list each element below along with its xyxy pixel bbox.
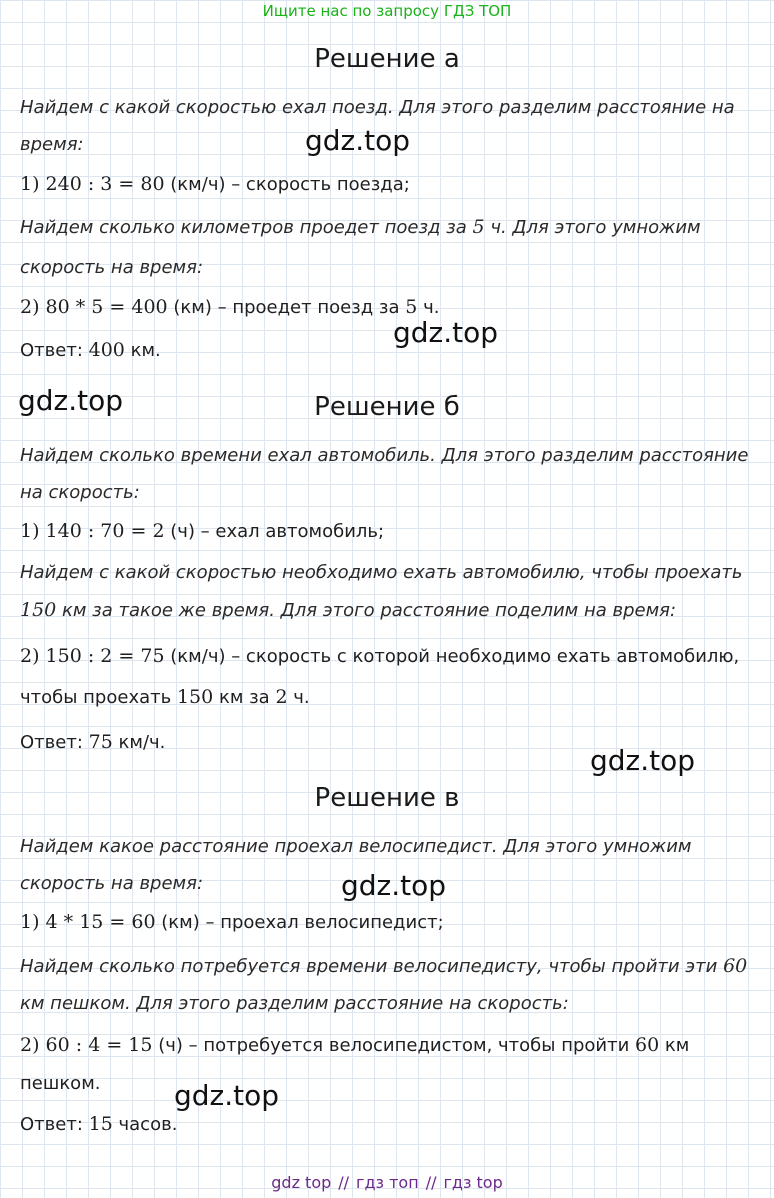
math-expression: 2) 60 : 4 = 15	[20, 1034, 153, 1056]
solution-c-line-1: Найдем какое расстояние проехал велосипедист. Для этого умножим	[20, 836, 692, 857]
search-hint-banner: Ищите нас по запросу ГДЗ ТОП	[262, 2, 512, 20]
text: ч. Для этого умножим	[484, 217, 701, 238]
solution-b-answer	[20, 731, 165, 753]
solution-c-line-3	[20, 955, 747, 977]
watermark: gdz.top	[305, 124, 411, 157]
math-expression: 1) 4 * 15 = 60	[20, 911, 156, 933]
step-text: км	[659, 1035, 690, 1056]
footer-link-gdz-top[interactable]: gdz top	[271, 1173, 332, 1192]
solution-b-line-2: на скорость:	[20, 482, 140, 503]
answer-label: Ответ:	[20, 732, 89, 753]
solution-c-answer	[20, 1113, 177, 1135]
solution-c-line-4: км пешком. Для этого разделим расстояние на скорость:	[20, 993, 569, 1014]
solution-a-line-4: скорость на время:	[20, 257, 204, 278]
solution-a-line-1: Найдем с какой скоростью ехал поезд. Для этого разделим расстояние на	[20, 97, 735, 118]
solution-a-step-1	[20, 173, 410, 195]
math-number: 75	[88, 731, 113, 753]
step-text: (ч) – ехал автомобиль;	[164, 521, 385, 542]
text: ч.	[287, 687, 310, 708]
math-expression: 2) 150 : 2 = 75	[20, 645, 165, 667]
step-text: (км/ч) – скорость поезда;	[164, 174, 410, 195]
solution-c-title: Решение в	[314, 783, 460, 813]
text: км за такое же время. Для этого расстояние поделим на время:	[56, 600, 677, 621]
solution-a-line-2: время:	[20, 134, 84, 155]
math-expression: 1) 140 : 70 = 2	[20, 520, 165, 542]
math-number: 150	[176, 686, 214, 708]
answer-unit: км/ч.	[112, 732, 166, 753]
watermark: gdz.top	[590, 744, 696, 777]
solution-a-answer	[20, 339, 161, 361]
solution-c-line-2: скорость на время:	[20, 873, 204, 894]
answer-label: Ответ:	[20, 340, 89, 361]
step-text: (ч) – потребуется велосипедистом, чтобы пройти	[152, 1035, 636, 1056]
solution-b-line-3: Найдем с какой скоростью необходимо ехать автомобилю, чтобы проехать	[20, 562, 743, 583]
solution-b-line-5	[20, 686, 310, 708]
watermark: gdz.top	[18, 384, 124, 417]
answer-label: Ответ:	[20, 1114, 89, 1135]
watermark: gdz.top	[174, 1079, 280, 1112]
solution-a-title: Решение а	[314, 44, 460, 74]
watermark: gdz.top	[341, 869, 447, 902]
step-text: (км) – проедет поезд за	[167, 297, 406, 318]
solution-a-step-2	[20, 296, 439, 318]
step-text: ч.	[417, 297, 440, 318]
math-expression: 2) 80 * 5 = 400	[20, 296, 168, 318]
solution-b-line-4	[20, 599, 676, 621]
math-number: 60	[723, 955, 748, 977]
footer-links	[0, 1173, 774, 1192]
solution-b-step-2	[20, 645, 739, 667]
text: чтобы проехать	[20, 687, 177, 708]
math-number: 2	[275, 686, 288, 708]
solution-b-step-1	[20, 520, 384, 542]
footer-separator: //	[425, 1173, 437, 1192]
solution-c-step-2	[20, 1034, 689, 1056]
solution-a-line-3	[20, 216, 701, 238]
solution-b-title: Решение б	[314, 392, 460, 422]
step-text: (км) – проехал велосипедист;	[155, 912, 444, 933]
math-number: 5	[405, 296, 418, 318]
footer-link-gdz-top-mixed[interactable]: гдз top	[443, 1173, 503, 1192]
text: км за	[213, 687, 276, 708]
math-number: 60	[635, 1034, 660, 1056]
answer-unit: часов.	[112, 1114, 178, 1135]
solution-b-line-1: Найдем сколько времени ехал автомобиль. Для этого разделим расстояние	[20, 445, 749, 466]
solution-c-line-5: пешком.	[20, 1073, 101, 1094]
text: Найдем сколько километров проедет поезд за	[20, 217, 473, 238]
watermark: gdz.top	[393, 316, 499, 349]
answer-unit: км.	[124, 340, 161, 361]
math-expression: 1) 240 : 3 = 80	[20, 173, 165, 195]
math-number: 5	[472, 216, 485, 238]
footer-link-gdz-top-ru[interactable]: гдз топ	[356, 1173, 419, 1192]
math-number: 15	[88, 1113, 113, 1135]
step-text: (км/ч) – скорость с которой необходимо ехать автомобилю,	[164, 646, 740, 667]
solution-c-step-1	[20, 911, 444, 933]
text: Найдем сколько потребуется времени велосипедисту, чтобы пройти эти	[20, 956, 724, 977]
math-number: 150	[20, 599, 57, 621]
math-number: 400	[88, 339, 125, 361]
footer-separator: //	[338, 1173, 350, 1192]
